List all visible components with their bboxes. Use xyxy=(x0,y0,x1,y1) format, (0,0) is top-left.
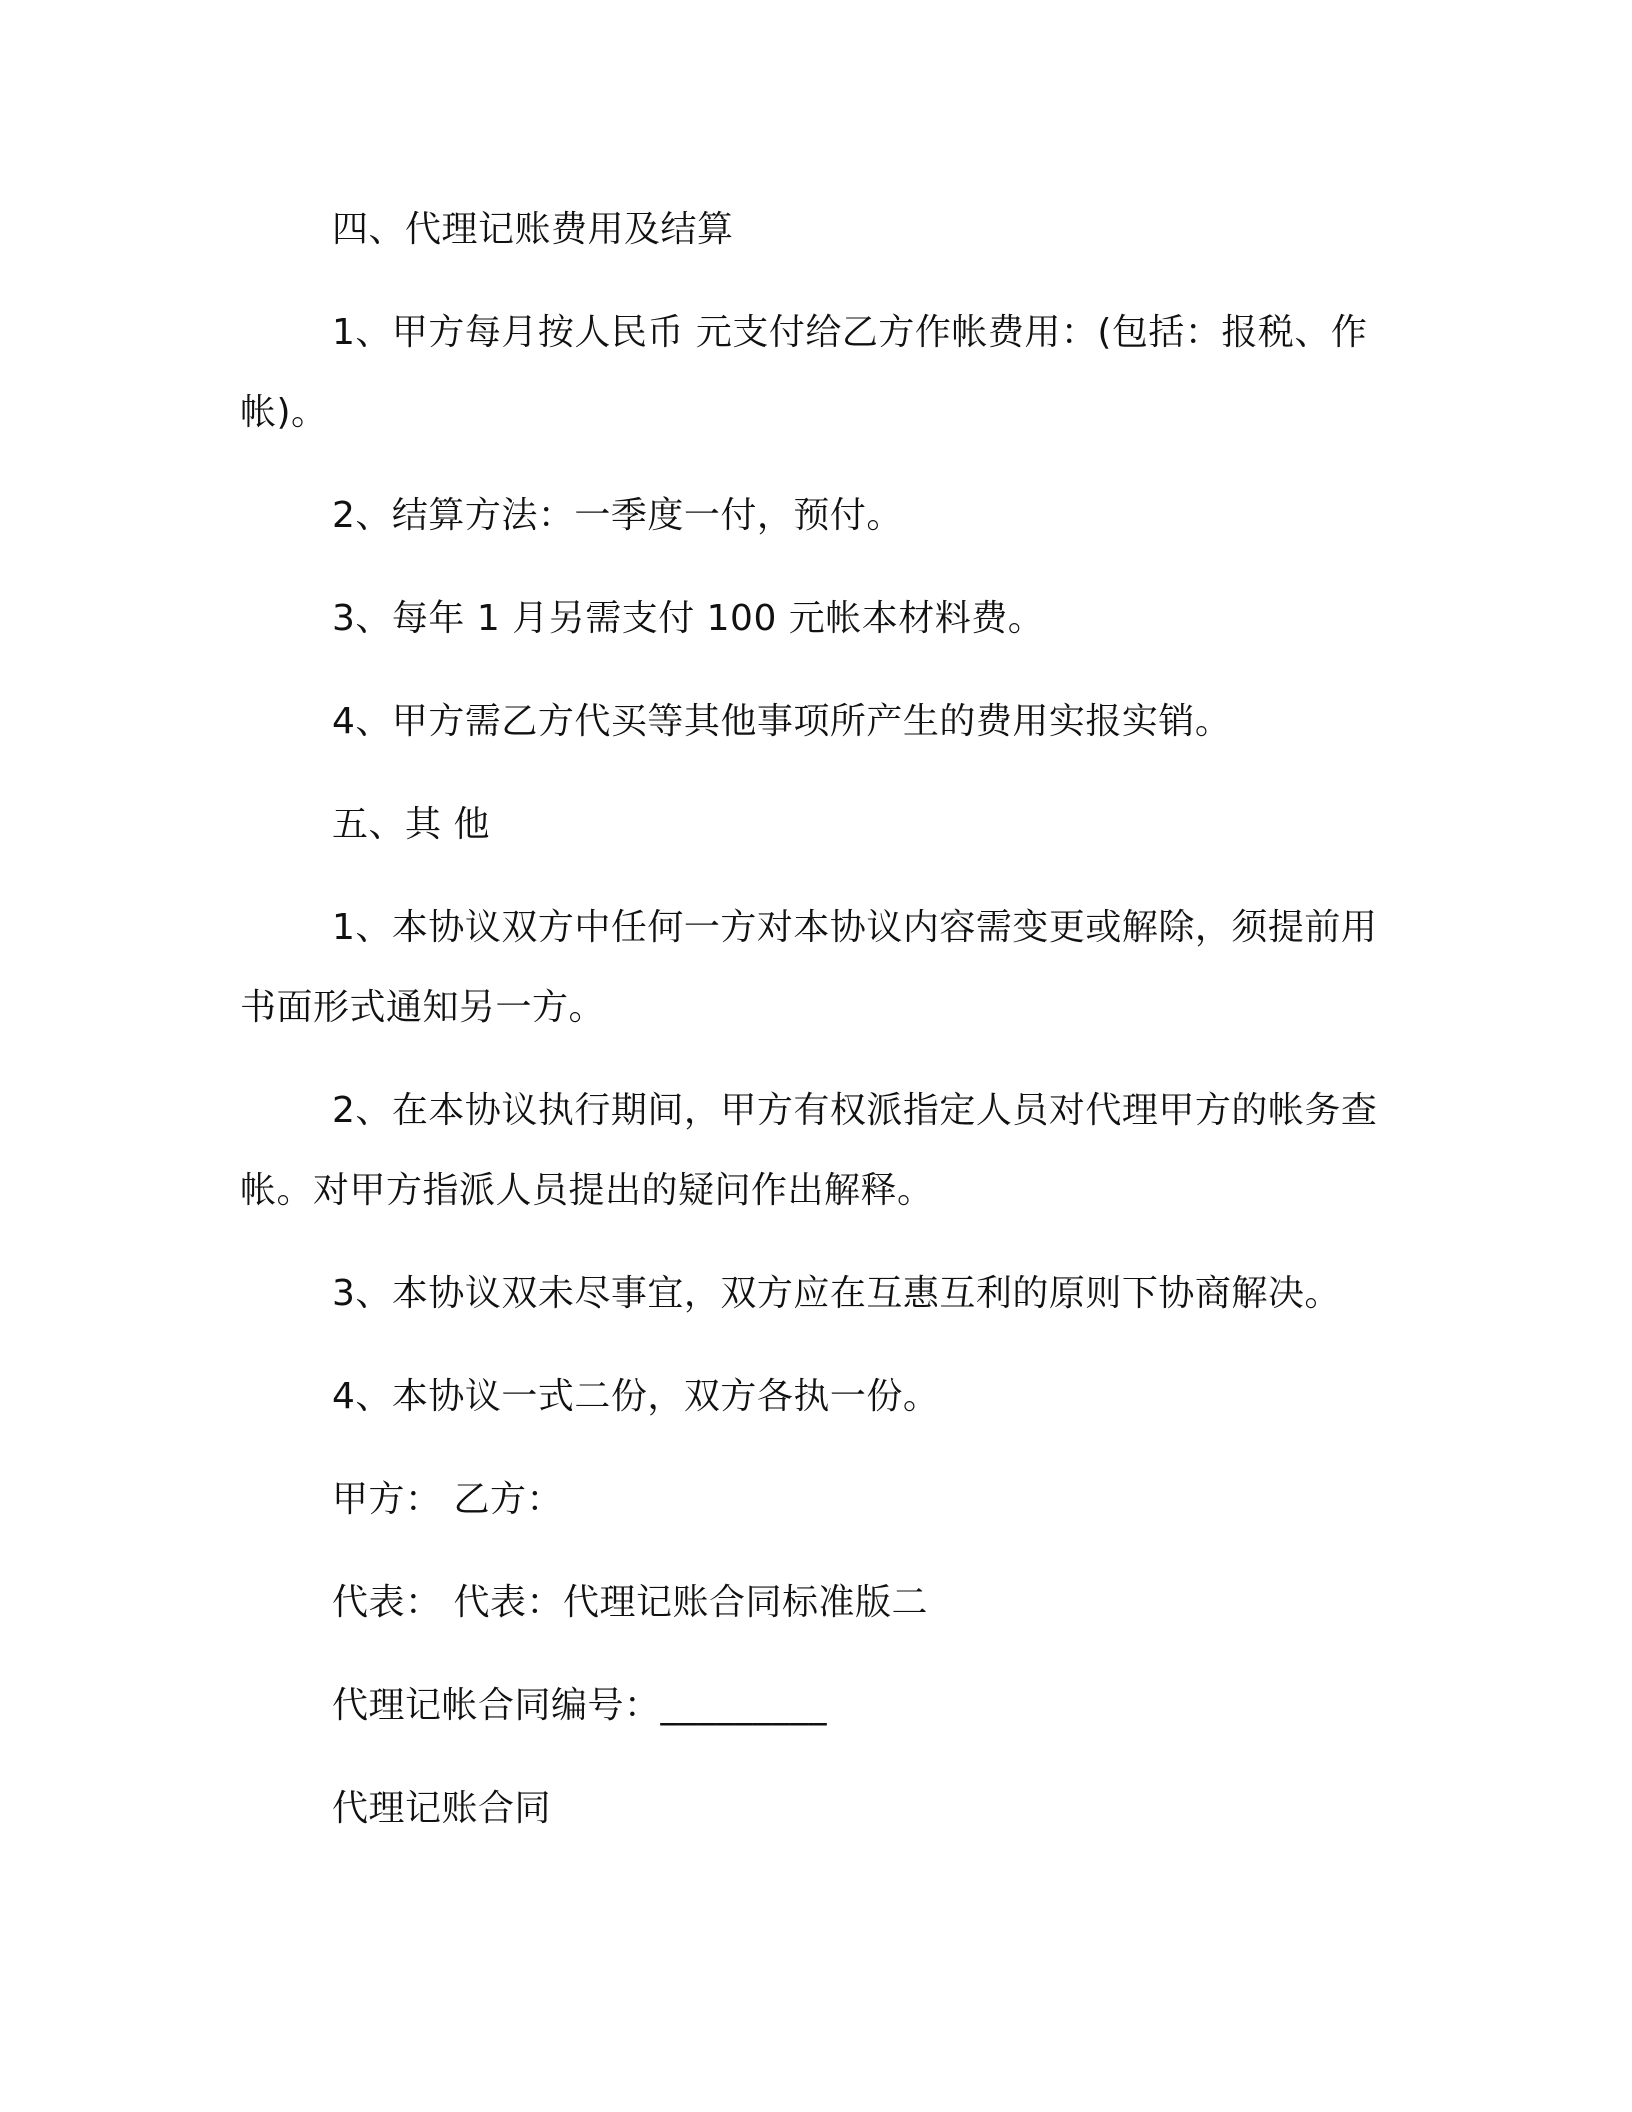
signature-representatives: 代表： 代表：代理记账合同标准版二 xyxy=(332,1582,928,1623)
section-heading-other: 五、其 他 xyxy=(332,804,490,845)
clause-monthly-fee: 1、甲方每月按人民币 元支付给乙方作帐费用：(包括：报税、作帐)。 xyxy=(240,312,1368,433)
clause-audit: 2、在本协议执行期间，甲方有权派指定人员对代理甲方的帐务查帐。对甲方指派人员提出的疑问作出解释。 xyxy=(240,1090,1378,1211)
clause-amendment: 1、本协议双方中任何一方对本协议内容需变更或解除，须提前用书面形式通知另一方。 xyxy=(240,907,1378,1028)
section-heading-fees: 四、代理记账费用及结算 xyxy=(332,209,734,250)
signature-parties: 甲方： 乙方： xyxy=(332,1479,563,1520)
contract-number-line: 代理记帐合同编号：_________ xyxy=(332,1685,828,1726)
document-body xyxy=(240,190,1380,1872)
clause-other-expenses: 4、甲方需乙方代买等其他事项所产生的费用实报实销。 xyxy=(332,701,1232,742)
contract-title: 代理记账合同 xyxy=(332,1788,552,1829)
clause-settlement-method: 2、结算方法：一季度一付，预付。 xyxy=(332,495,903,536)
clause-unresolved-matters: 3、本协议双未尽事宜，双方应在互惠互利的原则下协商解决。 xyxy=(332,1273,1341,1314)
clause-copies: 4、本协议一式二份，双方各执一份。 xyxy=(332,1376,940,1417)
clause-material-fee: 3、每年 1 月另需支付 100 元帐本材料费。 xyxy=(332,598,1045,639)
